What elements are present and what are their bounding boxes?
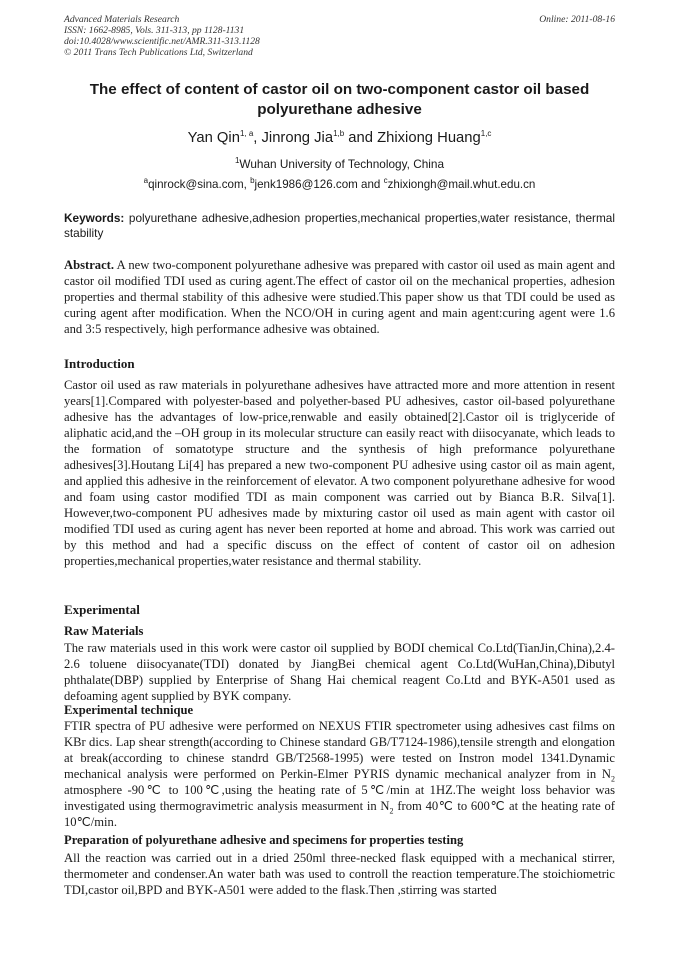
introduction-paragraph: Castor oil used as raw materials in polyurethane adhesives have attracted more and more attention in resent years[1].Compared with polyester-based and polyether-based PU adhesives, castor oil-based polyurethane adhesive has the advantages of low-price,renwable and easily obtained[2].Castor oil is triglyceride of aliphatic acid,and the –OH group in its molecular structure can easily react with diisocyanate, which leads to the formation of somatotype structure and the synthesis of high preformance polyurethane adhesives[3].Houtang Li[4] has prepared a new two-component PU adhesive using castor oil as main agent, and applied this adhesive in the reinforcement of elevator. A two component polyurethane adhesive for wood and foam using castor modified TDI as main component was carried out by Bianca B.R. Silva[1]. However,two-component PU adhesives made by mixturing castor oil used as main agent with castor oil modified TDI used as curing agent has never been reported at home and abroad. This work was carried out by this method and had a specific discuss on the effect of content of castor oil on adhesion properties,mechanical properties,water resistance and thermal stability. [64,378,615,568]
journal-copyright: © 2011 Trans Tech Publications Ltd, Switzerland [64,47,253,58]
preparation-paragraph: All the reaction was carried out in a dried 250ml three-necked flask equipped with a mechanical stirrer, thermometer and condenser.An water bath was used to controll the reaction temperature.The stoichiometric TDI,castor oil,BPD and BYK-A501 were added to the flask.Then ,stirring was started [64,851,615,897]
author-superscript: 1,c [480,129,492,139]
technique-text: from 40℃ to 600℃ at the heating rate of 10℃/min. [64,799,616,829]
author-name: Yan Qin [187,130,240,146]
paper-title-line-1: The effect of content of castor oil on two-component castor oil based [89,81,590,98]
subscript: 2 [611,774,615,784]
online-date: Online: 2011-08-16 [539,14,615,25]
experimental-technique-paragraph [64,718,615,830]
raw-materials-paragraph: The raw materials used in this work were castor oil supplied by BODI chemical Co.Ltd(TianJin,China),2.4-2.6 toluene diisocyanate(TDI) donated by JiangBei chemical agent Co.Ltd(WuHan,China),Dibutyl phthalate(DBP) supplied by Enterprise of Shang Hai chemical reagent Co.Ltd and BYK-A501 used as defoaming agent supplied by BYK company. [64,641,615,703]
keywords-text: polyurethane adhesive,adhesion properties,mechanical properties,water resistance, thermal stability [64,211,615,240]
email-superscript: c [383,176,388,186]
journal-header [64,14,615,58]
keywords [64,211,615,241]
experimental-technique-heading: Experimental technique [64,703,194,717]
author-name: , Jinrong Jia [253,130,334,146]
abstract-label: Abstract. [64,258,115,272]
keywords-label: Keywords: [64,211,125,225]
introduction-heading: Introduction [64,356,135,371]
paper-title [64,80,615,120]
journal-name: Advanced Materials Research [64,14,180,25]
raw-materials-heading: Raw Materials [64,624,144,638]
author-name: and Zhixiong Huang [344,130,481,146]
paper-title-line-2: polyurethane adhesive [257,101,422,118]
email-link: zhixiongh@mail.whut.edu.cn [387,178,536,191]
author-superscript: 1, a [239,129,254,139]
author-list [64,128,615,148]
preparation-heading: Preparation of polyurethane adhesive and specimens for properties testing [64,833,464,847]
abstract-text: A new two-component polyurethane adhesive was prepared with castor oil used as main agent and castor oil modified TDI used as curing agent.The effect of castor oil on the mechanical properties, adhesion properties and thermal stability of this adhesive were studied.This paper show us that TDI could be used as curing agent after modification. When the NCO/OH in curing agent and main agent:curing agent were 1.6 and 3:5 respectively, high performance adhesive was obtained. [64,258,615,336]
author-emails [64,177,615,193]
affiliation [64,156,615,172]
journal-issn: ISSN: 1662-8985, Vols. 311-313, pp 1128-1131 [64,25,245,36]
author-superscript: 1,b [333,129,345,139]
technique-text: FTIR spectra of PU adhesive were performed on NEXUS FTIR spectrometer using adhesives cast films on KBr dics. Lap shear strength(according to Chinese standard GB/T7124-1986),tensile strength and elongation at break(according to chinese standrd GB/T2568-1995) were tested on Instron model 1341.Dynamic mechanical analysis were performed on Perkin-Elmer PYRIS dynamic mechanical analyzer from in N [64,719,615,781]
technique-text: atmosphere -90℃ to 100℃,using the heating rate of 5℃/min at 1HZ.The weight loss behavior was investigated using thermogravimetric analysis measurment in N [64,783,615,813]
affiliation-superscript: 1 [234,156,240,166]
email-superscript: b [250,176,255,186]
journal-doi: doi:10.4028/www.scientific.net/AMR.311-313.1128 [64,36,260,47]
affiliation-text: Wuhan University of Technology, China [239,157,445,171]
email-superscript: a [143,176,149,186]
subscript: 2 [389,806,394,816]
email-link: jenk1986@126.com and [254,178,384,191]
abstract [64,257,615,337]
experimental-heading: Experimental [64,602,140,617]
email-link: qinrock@sina.com, [148,178,251,191]
